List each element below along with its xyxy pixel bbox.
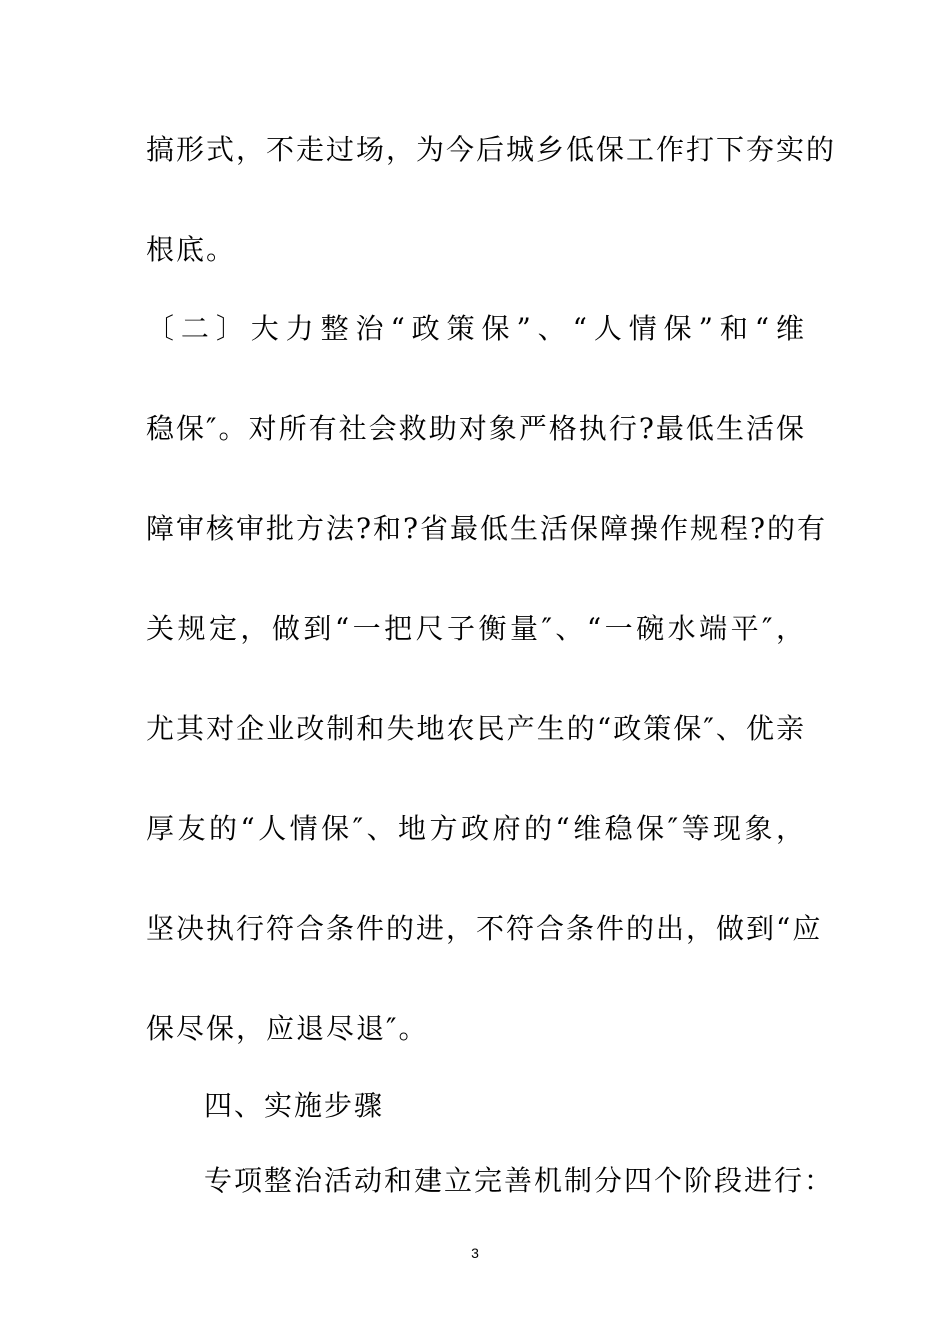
paragraph-line: 尤其对企业改制和失地农民产生的“政策保″、优亲 [146, 712, 806, 745]
paragraph-line: 坚决执行符合条件的进，不符合条件的出，做到“应 [146, 912, 823, 945]
paragraph-line: 搞形式，不走过场，为今后城乡低保工作打下夯实的 [146, 133, 837, 166]
paragraph-line: 根底。 [146, 233, 237, 266]
paragraph-line: 专项整治活动和建立完善机制分四个阶段进行： [204, 1164, 835, 1197]
section-heading-line: 〔二〕大力整治“政策保”、“人情保”和“维 [146, 312, 806, 345]
page-number: 3 [471, 1245, 479, 1261]
paragraph-line: 关规定，做到“一把尺子衡量″、“一碗水端平″， [146, 612, 806, 645]
paragraph-line: 障审核审批方法?和?省最低生活保障操作规程?的有 [146, 512, 828, 545]
paragraph-line: 保尽保，应退尽退″。 [146, 1012, 429, 1045]
section-heading: 四、实施步骤 [204, 1089, 385, 1122]
paragraph-line: 稳保″。对所有社会救助对象严格执行?最低生活保 [146, 412, 806, 445]
paragraph-line: 厚友的“人情保″、地方政府的“维稳保″等现象， [146, 812, 806, 845]
